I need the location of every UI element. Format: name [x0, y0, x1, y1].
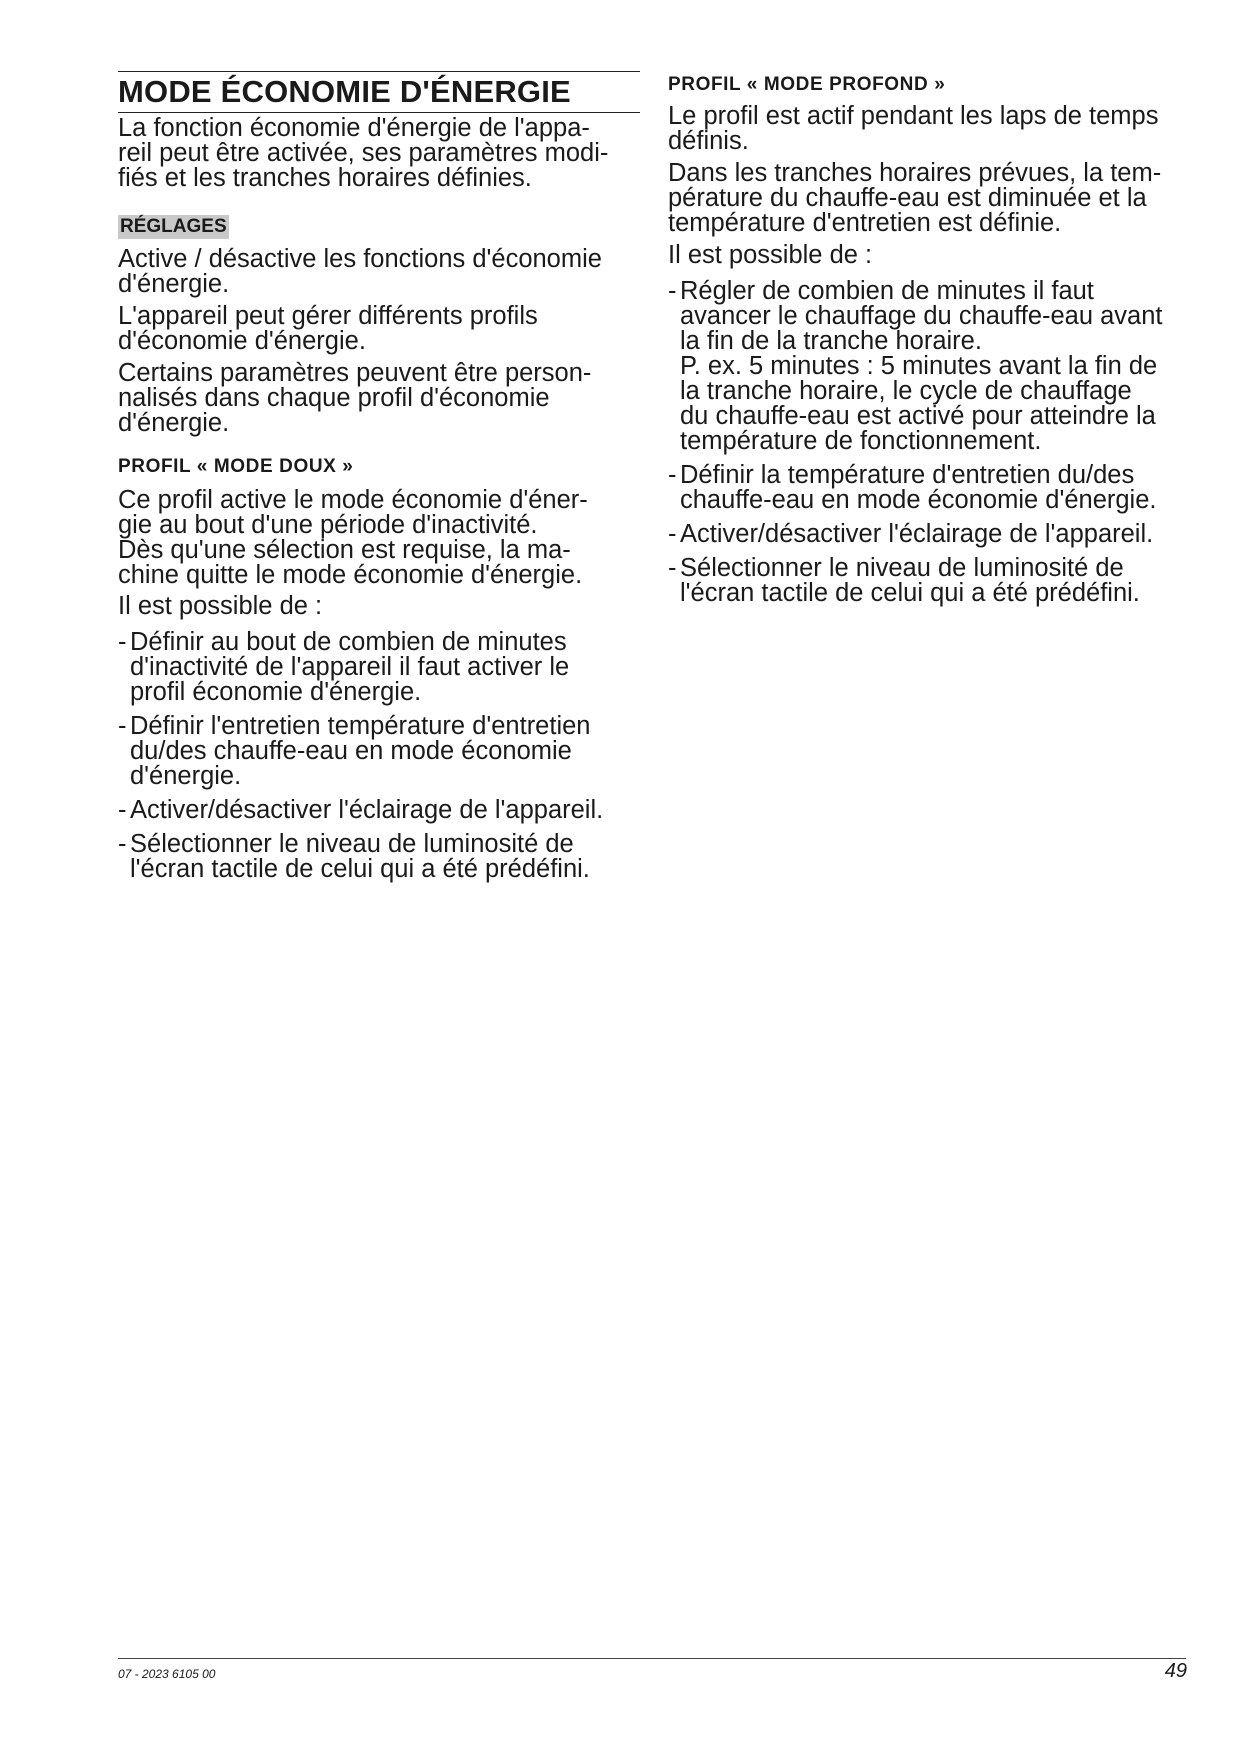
reglages-paragraph: Certains paramètres peuvent être person- nalisés dans chaque profil d'économie d'énergie.	[118, 359, 592, 437]
mode-doux-heading: PROFIL « MODE DOUX »	[118, 456, 354, 477]
page-number: 49	[1164, 1660, 1187, 1682]
page-title: MODE ÉCONOMIE D'ÉNERGIE	[118, 74, 571, 109]
reglages-paragraph: Active / désactive les fonctions d'économie d'énergie.	[118, 245, 602, 298]
list-item: - Activer/désactiver l'éclairage de l'appareil.	[118, 798, 640, 823]
footer-rule	[118, 1658, 1186, 1659]
mode-doux-section	[118, 456, 640, 882]
title-top-rule	[118, 71, 640, 72]
mode-profond-paragraph: Dans les tranches horaires prévues, la tem- pérature du chauffe-eau est diminuée et la température d'entretien est définie.	[668, 159, 1162, 237]
mode-doux-paragraph: Ce profil active le mode économie d'éner- gie au bout d'une période d'inactivité. Dès qu'une sélection est requise, la ma- chine quitte le mode économie d'énergie.	[118, 486, 588, 589]
reglages-heading: RÉGLAGES	[120, 216, 227, 237]
list-item: - Régler de combien de minutes il faut avancer le chauffage du chauffe-eau avant la fin de la tranche horaire. P. ex. 5 minutes : 5 minutes avant la fin de la tranche horaire, le cycle de chauffage du chauffe-eau est activé pour atteindre la température de fonctionnement.	[668, 279, 1198, 454]
list-item: - Définir la température d'entretien du/des chauffe-eau en mode économie d'énergie.	[668, 463, 1198, 513]
mode-profond-heading: PROFIL « MODE PROFOND »	[668, 74, 946, 95]
list-item: - Sélectionner le niveau de luminosité de l'écran tactile de celui qui a été prédéfini.	[118, 832, 640, 882]
list-item: - Sélectionner le niveau de luminosité de l'écran tactile de celui qui a été prédéfini.	[668, 556, 1198, 606]
reglages-section	[118, 215, 640, 436]
mode-profond-list	[668, 279, 1198, 606]
document-code: 07 - 2023 6105 00	[118, 1667, 216, 1681]
intro-paragraph: La fonction économie d'énergie de l'appa- reil peut être activée, ses paramètres modi- fiés et les tranches horaires définies.	[118, 114, 609, 192]
possible-label: Il est possible de :	[118, 592, 323, 620]
list-item: - Définir l'entretien température d'entretien du/des chauffe-eau en mode économie d'énergie.	[118, 714, 640, 789]
list-item: - Activer/désactiver l'éclairage de l'appareil.	[668, 522, 1198, 547]
mode-profond-section	[668, 74, 1198, 606]
list-item: - Définir au bout de combien de minutes d'inactivité de l'appareil il faut activer le profil économie d'énergie.	[118, 630, 640, 705]
possible-label: Il est possible de :	[668, 241, 873, 269]
reglages-paragraph: L'appareil peut gérer différents profils d'économie d'énergie.	[118, 302, 538, 355]
title-bottom-rule	[118, 112, 640, 113]
mode-profond-paragraph: Le profil est actif pendant les laps de temps définis.	[668, 102, 1159, 155]
mode-doux-list	[118, 630, 640, 882]
